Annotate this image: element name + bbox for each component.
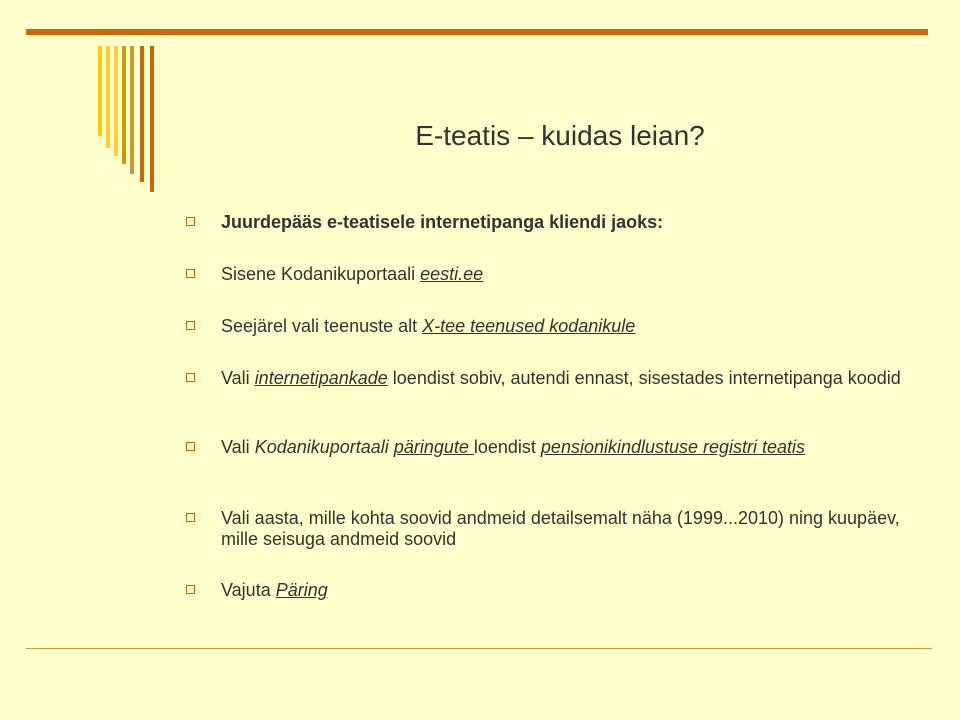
bullet-text-part: Vali xyxy=(221,437,255,457)
bullet-text-part: Juurdepääs e-teatisele internetipanga kliendi jaoks: xyxy=(221,212,664,232)
bullet-text xyxy=(221,508,911,550)
internetipankade-link[interactable]: internetipankade xyxy=(254,368,388,388)
stripe-3 xyxy=(114,46,118,156)
hollow-square-icon xyxy=(186,585,195,594)
hollow-square-icon xyxy=(186,217,195,226)
pensionikindlustuse-link[interactable]: pensionikindlustuse registri teatis xyxy=(540,437,806,457)
bullet-text-part: Vajuta xyxy=(221,580,276,600)
hollow-square-icon xyxy=(186,269,195,278)
hollow-square-icon xyxy=(186,373,195,382)
hollow-square-icon xyxy=(186,321,195,330)
stripe-1 xyxy=(98,46,102,136)
bullet-text xyxy=(221,212,911,233)
bullet-text xyxy=(221,368,911,389)
bullet-text xyxy=(221,580,911,601)
slide-title: E-teatis – kuidas leian? xyxy=(415,120,705,151)
eesti-ee-link[interactable]: eesti.ee xyxy=(420,264,484,284)
bullet-text-part: Sisene Kodanikuportaali xyxy=(221,264,421,284)
bullet-text-part: Vali aasta, mille kohta soovid andmeid detailsemalt näha (1999...2010) ning kuupäev, mille seisuga andmeid soovid xyxy=(221,508,900,549)
bullet-text-part: loendist xyxy=(473,437,541,457)
hollow-square-icon xyxy=(186,513,195,522)
paring-link[interactable]: Päring xyxy=(275,580,328,600)
bullet-text-part: loendist sobiv, autendi ennast, sisestades internetipanga koodid xyxy=(387,368,901,388)
bullet-text-part: Seejärel vali teenuste alt xyxy=(221,316,423,336)
stripe-5 xyxy=(130,46,134,174)
paringute-link[interactable]: päringute xyxy=(393,437,474,457)
bullet-text-italic: Kodanikuportaali xyxy=(254,437,389,457)
bullet-text xyxy=(221,264,911,285)
stripe-2 xyxy=(106,46,110,148)
hollow-square-icon xyxy=(186,442,195,451)
top-accent-bar xyxy=(26,29,928,35)
bullet-text xyxy=(221,316,911,337)
stripe-4 xyxy=(122,46,126,164)
x-tee-link[interactable]: X-tee teenused kodanikule xyxy=(422,316,636,336)
stripe-7 xyxy=(150,46,154,192)
bullet-text xyxy=(221,437,911,458)
stripe-6 xyxy=(140,46,144,182)
bottom-divider xyxy=(26,648,932,649)
bullet-text-part: Vali xyxy=(221,368,255,388)
